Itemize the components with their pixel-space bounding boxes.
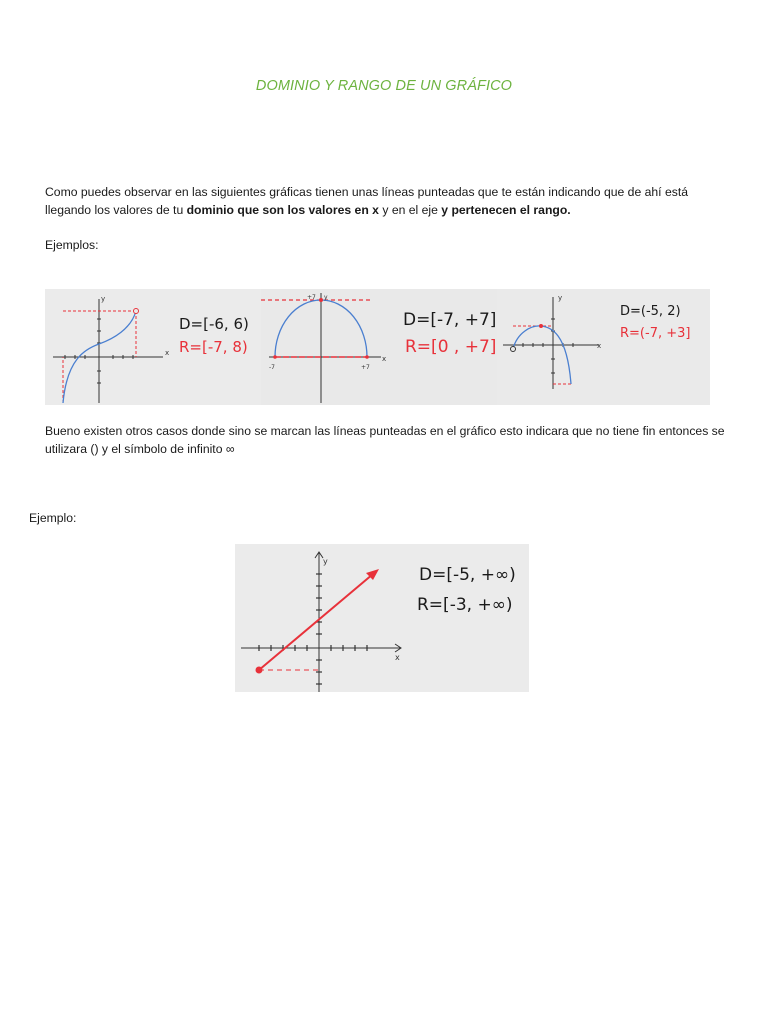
graph-2-domain: D=[-7, +7]: [403, 310, 497, 330]
graph-4-x-label: x: [395, 653, 400, 662]
graph-2-range: R=[0 , +7]: [405, 337, 497, 357]
graph-2-x-label: x: [382, 355, 387, 363]
examples-label: Ejemplos:: [45, 238, 99, 252]
graph-2-right-tick: +7: [361, 364, 370, 371]
intro-paragraph: [45, 183, 725, 219]
graph-1-range: R=[-7, 8): [179, 338, 248, 356]
intro-text-2: y en el eje: [378, 203, 442, 217]
graph-3-x-label: x: [597, 342, 602, 350]
graph-photo-1: [45, 289, 261, 405]
graph-2-svg: [261, 289, 497, 405]
graph-1-domain: D=[-6, 6): [179, 315, 249, 333]
graph-photo-3: [497, 289, 710, 405]
graph-4-domain: D=[-5, +∞): [419, 565, 516, 585]
graph-2-y-label: y: [324, 294, 328, 301]
graph-3-y-label: y: [558, 294, 563, 302]
page-title: DOMINIO Y RANGO DE UN GRÁFICO: [255, 78, 513, 94]
graph-1-svg: [45, 289, 261, 405]
infinity-paragraph: Bueno existen otros casos donde sino se marcan las líneas punteadas en el gráfico esto indicara que no tiene fin entonces se utilizara () y el símbolo de infinito ∞: [45, 424, 725, 456]
graph-photo-2: [261, 289, 497, 405]
graph-4-svg: [235, 544, 529, 692]
graph-3-range: R=(-7, +3]: [620, 326, 691, 341]
intro-bold-2: y pertenecen el rango.: [441, 203, 571, 217]
example-label: Ejemplo:: [29, 511, 77, 525]
graph-2-left-tick: -7: [269, 364, 275, 371]
graph-4-y-label: y: [323, 557, 328, 566]
graph-3-svg: [497, 289, 710, 405]
intro-bold-1: dominio que son los valores en x: [186, 203, 379, 217]
graph-1-y-label: y: [101, 295, 106, 303]
graph-4-range: R=[-3, +∞): [417, 595, 513, 615]
graph-3-domain: D=(-5, 2): [620, 304, 681, 319]
graph-photo-4: [235, 544, 529, 692]
graph-2-top-tick: +7: [307, 294, 316, 301]
intro-text-1: Como puedes observar en las siguientes gráficas tienen unas líneas punteadas que te están indicando que de ahí está llegando los valores de tu: [45, 185, 688, 217]
graph-1-x-label: x: [165, 349, 170, 357]
